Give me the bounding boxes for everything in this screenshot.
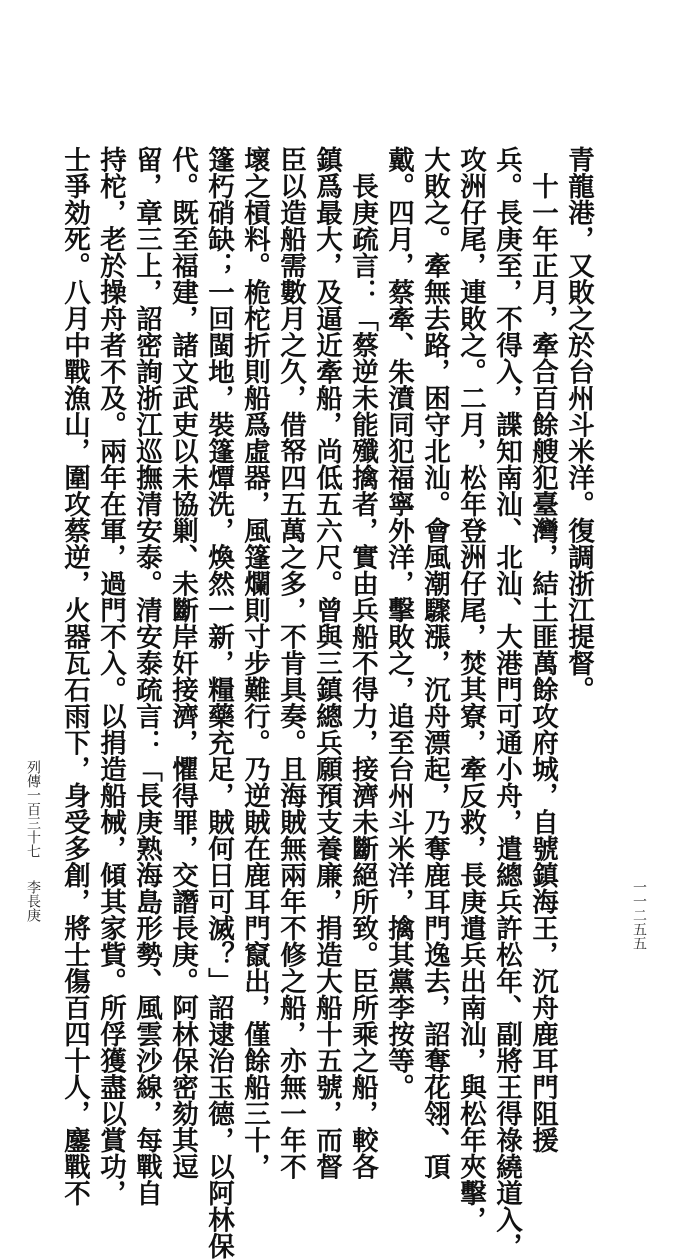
text-column-1: 青龍港，又敗之於台州斗米洋。復調浙江提督。 <box>563 146 594 703</box>
text-column-4: 攻洲仔尾，連敗之。二月，松年登洲仔尾，焚其寮，牽反救，長庚遣兵出南汕，與松年夾擊， <box>455 146 486 1233</box>
text-column-9: 臣以造船需數月之久，借帑四五萬之多，不肯具奏。且海賊無兩年不修之船，亦無一年不 <box>275 146 306 1180</box>
text-column-11: 篷朽硝缺；一回閩地，裝篷燂洗，煥然一新，糧藥充足，賊何日可滅？」詔逮治玉德，以阿林保 <box>203 146 234 1259</box>
text-column-7: 長庚疏言：「蔡逆未能殲擒者，實由兵船不得力，接濟未斷絕所致。臣所乘之船，較各 <box>347 146 378 1180</box>
text-column-6: 戴。四月，蔡牽、朱濆同犯福寧外洋，擊敗之，追至台州斗米洋，擒其黨李按等。 <box>383 146 414 1100</box>
text-column-15: 士爭効死。八月中戰漁山，圍攻蔡逆，火器瓦石雨下，身受多創，將士傷百四十人，鏖戰不 <box>59 146 90 1206</box>
text-column-12: 代。既至福建，諸文武吏以未協剿、未斷岸奸接濟，懼得罪，交譖長庚。阿林保密劾其逗 <box>167 146 198 1180</box>
text-column-2: 十一年正月，牽合百餘艘犯臺灣，結土匪萬餘攻府城，自號鎮海王，沉舟鹿耳門阻援 <box>527 146 558 1153</box>
text-column-5: 大敗之。牽無去路，困守北汕。會風潮驟漲，沉舟漂起，乃奪鹿耳門逸去，詔奪花翎、頂 <box>419 146 450 1180</box>
text-column-8: 鎮爲最大，及逼近牽船，尚低五六尺。曾與三鎮總兵願預支養廉，捐造大船十五號，而督 <box>311 146 342 1180</box>
footer-section: 列傳一百三十七 <box>25 760 41 858</box>
text-column-10: 壞之槓料。桅柁折則船爲虛器，風篷爛則寸步難行。乃逆賊在鹿耳門竄出，僅餘船三十， <box>239 146 270 1180</box>
text-column-14: 持柁，老於操舟者不及。兩年在軍，過門不入。以捐造船械，傾其家貲。所俘獲盡以賞功， <box>95 146 126 1206</box>
page-number: 一一二五五 <box>631 880 647 950</box>
footer-title: 李長庚 <box>25 880 41 922</box>
text-column-13: 留，章三上，詔密詢浙江巡撫清安泰。清安泰疏言：「長庚熟海島形勢、風雲沙線，每戰自 <box>131 146 162 1206</box>
text-column-3: 兵。長庚至，不得入，諜知南汕、北汕、大港門可通小舟，遣總兵許松年、副將王得祿繞道入， <box>491 146 522 1259</box>
